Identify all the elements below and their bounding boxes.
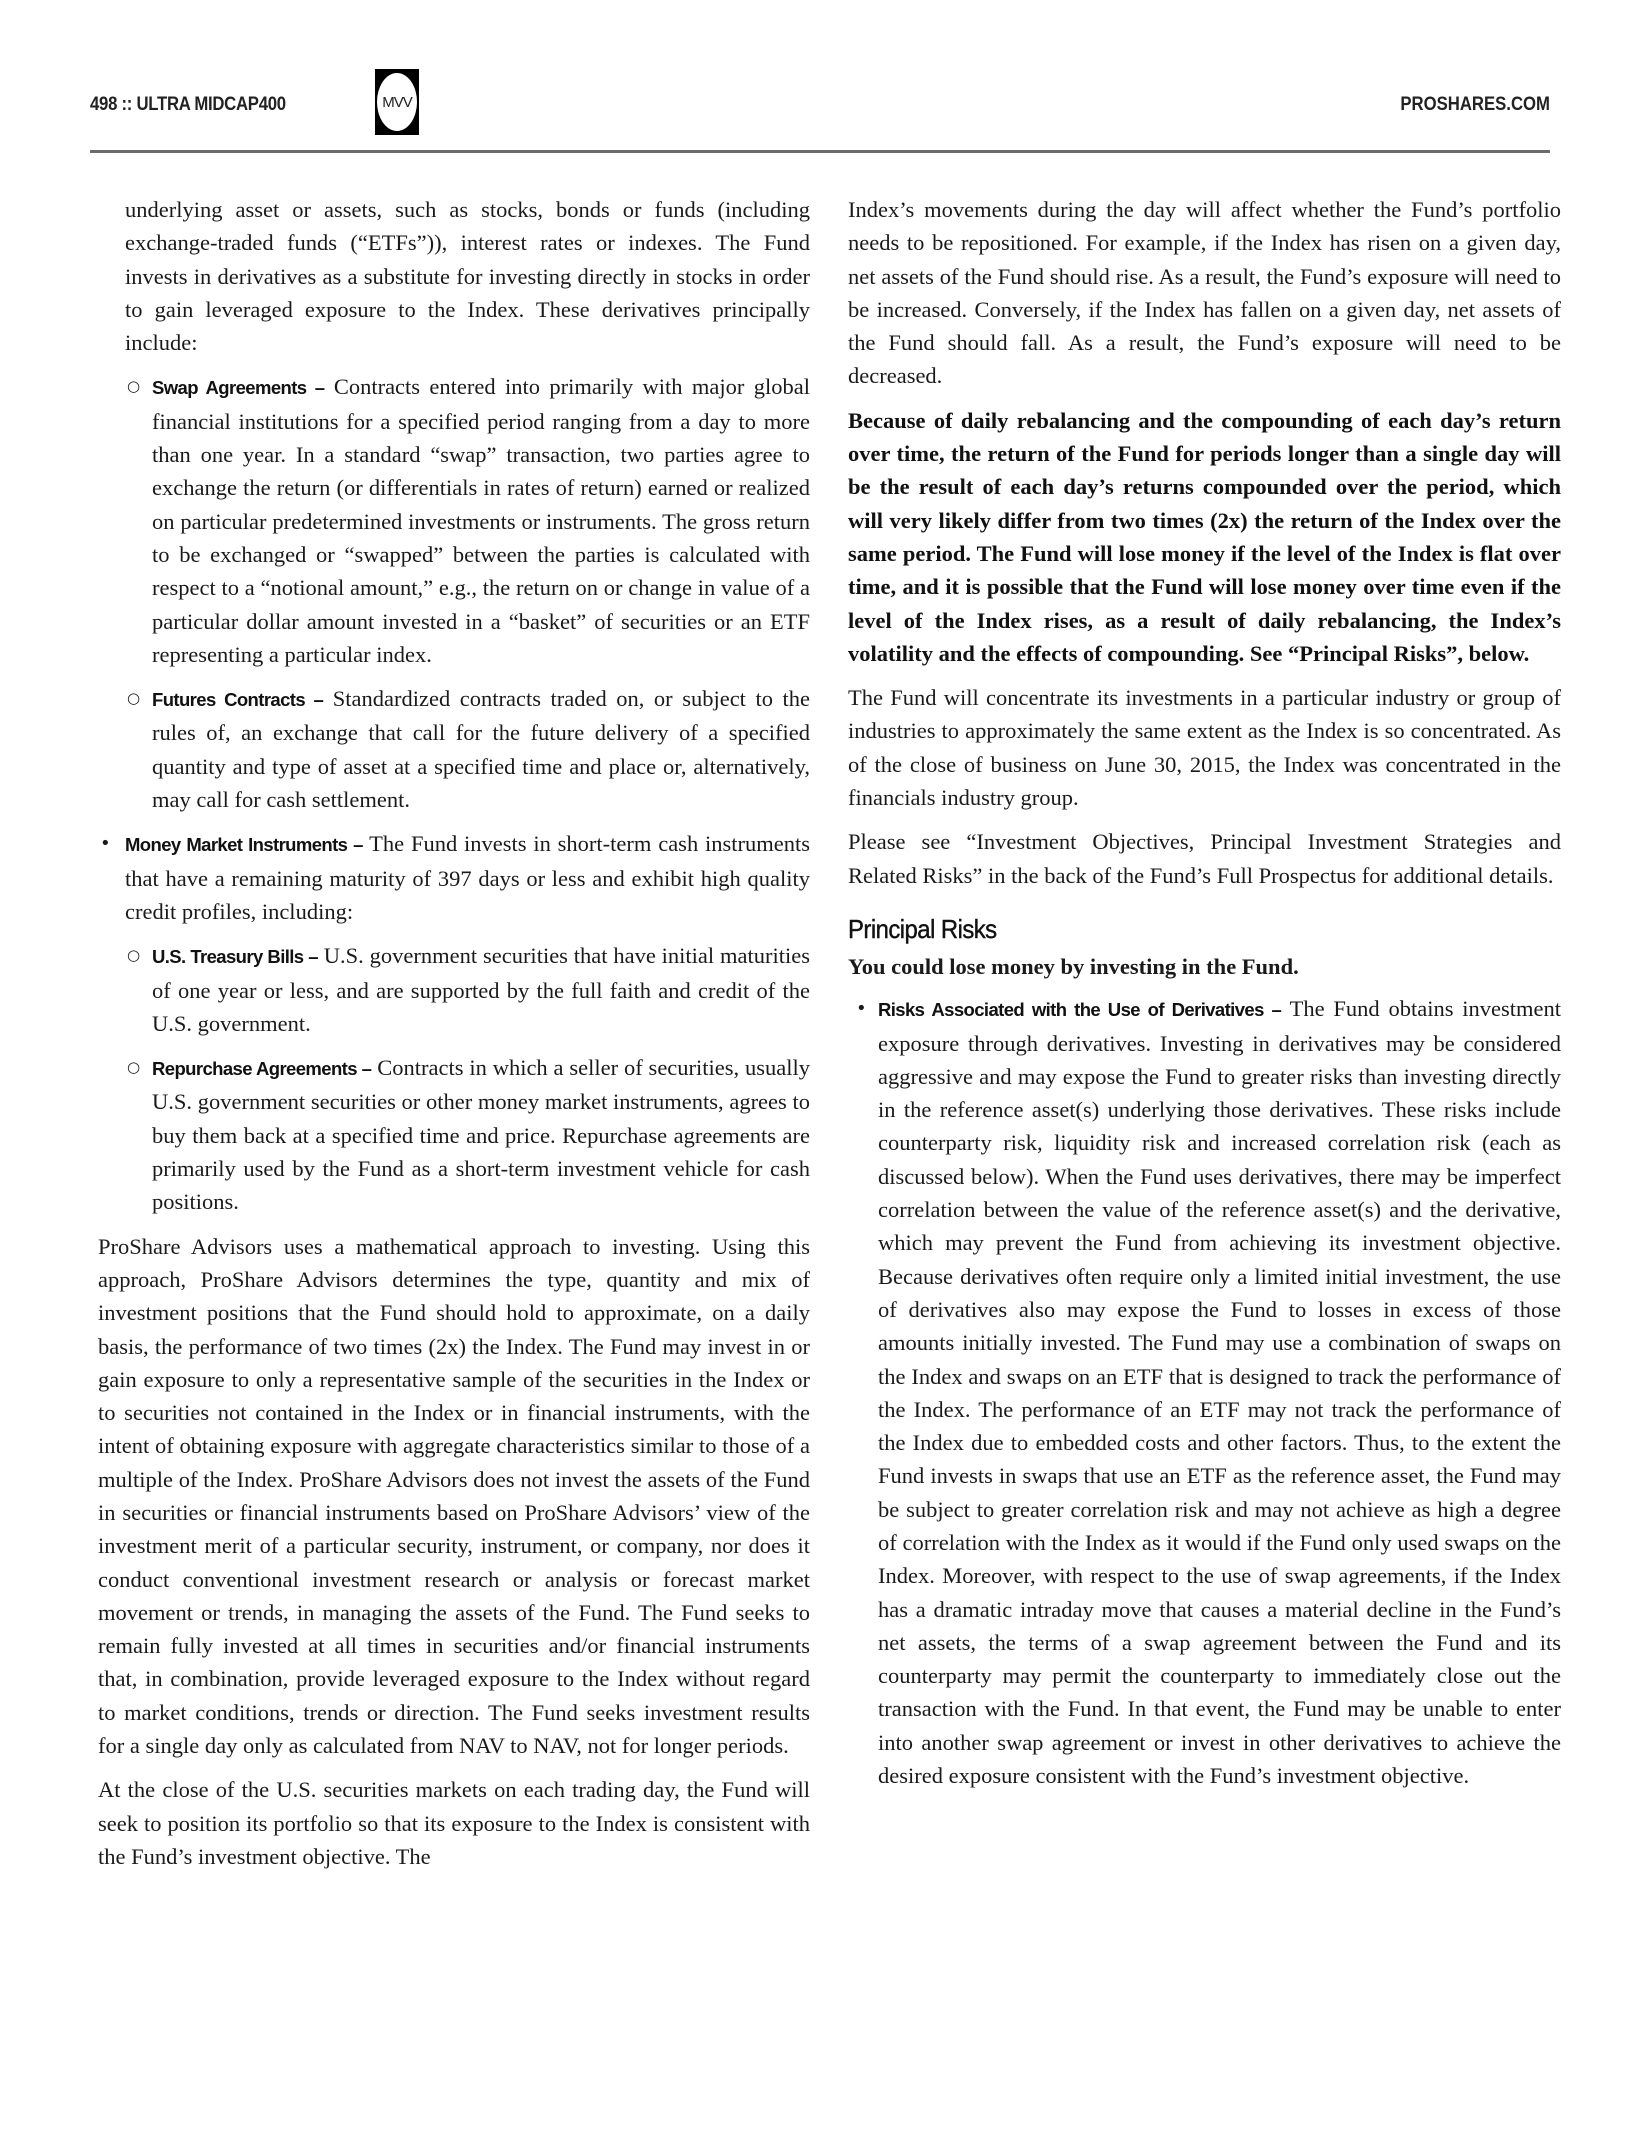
- term-description: The Fund invests in short-term cash instruments that have a remaining maturity of 397 days or less and exhibit high quality credit profiles, including:: [125, 831, 810, 924]
- website-link: PROSHARES.COM: [1400, 94, 1550, 115]
- proshare-approach-paragraph: ProShare Advisors uses a mathematical approach to investing. Using this approach, ProShare Advisors determines the type, quantity and mix of investment positions that the Fund should hold to approximate, on a daily basis, the performance of two times (2x) the Index. The Fund may invest in or gain exposure to only a representative sample of the securities in the Index or to securities not contained in the Index or in financial instruments, with the intent of obtaining exposure with aggregate characteristics similar to those of a multiple of the Index. ProShare Advisors does not invest the assets of the Fund in securities or financial instruments based on ProShare Advisors’ view of the investment merit of a particular security, instrument, or company, nor does it conduct conventional investment research or analysis or forecast market movement or trends, in managing the assets of the Fund. The Fund seeks to remain fully invested at all times in securities and/or financial instruments that, in combination, provide leveraged exposure to the Index without regard to market conditions, trends or direction. The Fund seeks investment results for a single day only as calculated from NAV to NAV, not for longer periods.: [98, 1233, 810, 1759]
- loss-warning-subheading: You could lose money by investing in the Fund.: [848, 953, 1299, 979]
- section-heading-principal-risks: Principal Risks: [848, 913, 997, 944]
- left-column: [98, 193, 810, 1884]
- right-column: [848, 193, 1561, 1803]
- bullet-icon: •: [856, 998, 867, 1020]
- hollow-bullet-icon: ○: [127, 1058, 141, 1077]
- derivatives-intro-paragraph: underlying asset or assets, such as stocks, bonds or funds (including exchange-traded funds (“ETFs”)), interest rates or indexes. The Fund invests in derivatives as a substitute for investing directly in stocks in order to gain leveraged exposure to the Index. These derivatives principally include:: [125, 197, 810, 356]
- compounding-warning-paragraph: Because of daily rebalancing and the compounding of each day’s return over time, the return of the Fund for periods longer than a single day will be the result of each day’s returns compounded over the period, which will very likely differ from two times (2x) the return of the Index over the same period. The Fund will lose money if the level of the Index is flat over time, and it is possible that the Fund will lose money over time even if the level of the Index rises, as a result of daily rebalancing, the Index’s volatility and the effects of compounding. See “Principal Risks”, below.: [848, 407, 1561, 666]
- term-label: Money Market Instruments –: [125, 834, 363, 856]
- term-description: U.S. government securities that have initial maturities of one year or less, and are supported by the full faith and credit of the U.S. government.: [152, 943, 810, 1036]
- term-label: Risks Associated with the Use of Derivatives –: [878, 999, 1282, 1021]
- list-item-treasury-bills: [98, 939, 810, 1040]
- list-item-repurchase-agreements: [98, 1051, 810, 1218]
- concentration-paragraph: The Fund will concentrate its investments in a particular industry or group of industries to approximately the same extent as the Index is so concentrated. As of the close of business on June 30, 2015, the Index was concentrated in the financials industry group.: [848, 685, 1561, 811]
- list-item-money-market-instruments: [98, 827, 810, 928]
- market-close-paragraph: At the close of the U.S. securities markets on each trading day, the Fund will seek to position its portfolio so that its exposure to the Index is consistent with the Fund’s investment objective. The: [98, 1777, 810, 1869]
- bullet-icon: •: [100, 833, 111, 855]
- ticker-badge: [375, 69, 419, 135]
- index-movements-paragraph: Index’s movements during the day will affect whether the Fund’s portfolio needs to be repositioned. For example, if the Index has risen on a given day, net assets of the Fund should rise. As a result, the Fund’s exposure will need to be increased. Conversely, if the Index has fallen on a given day, net assets of the Fund should fall. As a result, the Fund’s exposure will need to be decreased.: [848, 197, 1561, 389]
- list-item-futures-contracts: [98, 682, 810, 816]
- term-label: U.S. Treasury Bills –: [152, 946, 318, 968]
- page-number-and-fund-title: 498 :: ULTRA MIDCAP400: [90, 94, 286, 115]
- hollow-bullet-icon: ○: [127, 377, 141, 396]
- term-label: Futures Contracts –: [152, 689, 324, 711]
- hollow-bullet-icon: ○: [127, 689, 141, 708]
- header-divider: [90, 150, 1550, 153]
- term-description: Standardized contracts traded on, or subject to the rules of, an exchange that call for the future delivery of a specified quantity and type of asset at a specified time and place or, alternatively, may call for cash settlement.: [152, 686, 810, 813]
- hollow-bullet-icon: ○: [127, 946, 141, 965]
- term-description: The Fund obtains investment exposure through derivatives. Investing in derivatives may be considered aggressive and may expose the Fund to greater risks than investing directly in the reference asset(s) underlying those derivatives. These risks include counterparty risk, liquidity risk and increased correlation risk (each as discussed below). When the Fund uses derivatives, there may be imperfect correlation between the value of the reference asset(s) and the derivative, which may prevent the Fund from achieving its investment objective. Because derivatives often require only a limited initial investment, the use of derivatives also may expose the Fund to losses in excess of those amounts initially invested. The Fund may use a combination of swaps on the Index and swaps on an ETF that is designed to track the performance of the Index. The performance of an ETF may not track the performance of the Index due to embedded costs and other factors. Thus, to the extent the Fund invests in swaps that use an ETF as the reference asset, the Fund may be subject to greater correlation risk and may not achieve as high a degree of correlation with the Index as it would if the Fund only used swaps on the Index. Moreover, with respect to the use of swap agreements, if the Index has a dramatic intraday move that causes a material decline in the Fund’s net assets, the terms of a swap agreement between the Fund and its counterparty may permit the counterparty to immediately close out the transaction with the Fund. In that event, the Fund may be unable to enter into another swap agreement or invest in other derivatives to achieve the desired exposure consistent with the Fund’s investment objective.: [878, 996, 1561, 1789]
- list-item-swap-agreements: [98, 370, 810, 671]
- ticker-badge-label: MVV: [377, 73, 417, 131]
- prospectus-reference-paragraph: Please see “Investment Objectives, Principal Investment Strategies and Related Risks” in the back of the Fund’s Full Prospectus for additional details.: [848, 829, 1561, 888]
- term-label: Swap Agreements –: [152, 377, 325, 399]
- list-item-derivatives-risk: [848, 992, 1561, 1792]
- term-description: Contracts entered into primarily with major global financial institutions for a specified period ranging from a day to more than one year. In a standard “swap” transaction, two parties agree to exchange the return (or differentials in rates of return) earned or realized on particular predetermined investments or instruments. The gross return to be exchanged or “swapped” between the parties is calculated with respect to a “notional amount,” e.g., the return on or change in value of a particular dollar amount invested in a “basket” of securities or an ETF representing a particular index.: [152, 374, 810, 667]
- term-description: Contracts in which a seller of securities, usually U.S. government securities or other money market instruments, agrees to buy them back at a specified time and price. Repurchase agreements are primarily used by the Fund as a short-term investment vehicle for cash positions.: [152, 1055, 811, 1215]
- term-label: Repurchase Agreements –: [152, 1058, 372, 1080]
